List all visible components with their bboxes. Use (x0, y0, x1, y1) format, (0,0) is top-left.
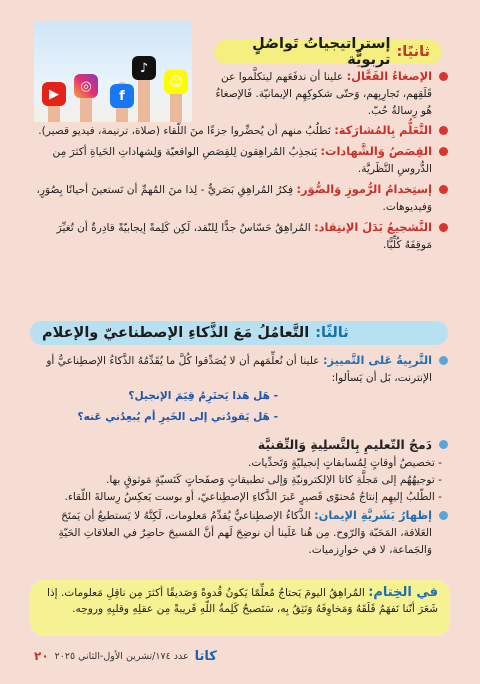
bullet-list-section-2-part1 (214, 68, 448, 120)
section-2-heading (214, 36, 442, 68)
section-3-body (32, 352, 448, 559)
snapchat-icon: ☺ (164, 70, 188, 94)
bullet-text: علينا أن ندفَعَهم ليتكلَّموا عن قَلَقِهم، تَجارِبِهم، وَحتّى شكوكِهِم الإيمانيّة. فَالإصغاءُ هُو رِسالةُ حُبّ. (215, 71, 432, 117)
conclusion-box (30, 580, 450, 636)
bullet-text: يَنجذِبُ المُراهِقون لِلقِصَصِ الواقعيّة وَلِشهاداتِ الحَياةِ أكثرَ مِن الدُّروسِ النَّظَريَّة. (52, 146, 432, 175)
section-3-number: ثالثًا: (315, 325, 349, 341)
list-item (32, 181, 448, 216)
bullet-keyword: القِصَصُ وَالشَّهادات: (320, 144, 432, 158)
section-3-title: التَّعامُلُ مَعَ الذَّكاءِ الإصطناعيّ والإعلام (42, 325, 310, 341)
section-2-number: ثانيًا: (396, 44, 430, 60)
youtube-icon: ▶ (42, 82, 66, 106)
tiktok-icon: ♪ (132, 56, 156, 80)
list-item (32, 122, 448, 140)
list-item (32, 143, 448, 178)
facebook-icon: f (110, 84, 134, 108)
social-media-photo (34, 22, 192, 122)
bullet-keyword: إظهارُ بَشَريَّةِ الإيمان: (314, 508, 432, 522)
list-item (214, 68, 448, 120)
bullet-keyword: التَّشجيعُ بَدَلَ الإنتِقاد: (314, 220, 432, 234)
issue-info: عدد ١٧٤/تشرين الأول-الثاني ٢٠٢٥ (54, 650, 189, 662)
conclusion-lead: في الخِتام: (368, 585, 438, 600)
bullet-dot (439, 356, 448, 365)
list-item (32, 507, 448, 559)
bullet-keyword: الإصغاءُ الفَعَّال: (346, 69, 432, 83)
page-number: ٢٠ (34, 649, 49, 663)
bullet-dot (439, 511, 448, 520)
page-footer (34, 648, 217, 664)
bullet-keyword: التَّعَلُّم بِالمُشارَكة: (334, 123, 432, 137)
bullet-text: الذَّكاءُ الإصطِناعيُّ يُقدِّمُ مَعلومات، لَكِنَّهُ لا يَستطيعُ أن يَمنَحَ العَلاقة، المَحَبّة وَالرّوح. مِن هُنا عَلَينا أن نوضِحَ لَهم أنَّ المَسيحَ حاضِرٌ في العلاقاتِ الحَيّةِ وَالجَماعة، لا في خوارِزميات. (58, 510, 432, 556)
bullet-dot (439, 72, 448, 81)
bullet-dot (439, 147, 448, 156)
subheading: دَمجُ التّعليمِ بِالتَّسلِيةِ وَالتِّقنيَّة (257, 437, 432, 452)
instagram-icon: ◎ (74, 74, 98, 98)
bullet-dot (439, 126, 448, 135)
dash-item: - تخصيصُ أوقاتٍ لِمُسابقاتٍ إنجيليّةٍ وَتَحدِّيات. (248, 457, 442, 469)
bullet-text: المُراهِقُ حَسّاسٌ جدًّا لِلنّقد، لَكِن كَلِمةً إيجابيّةً قادِرةٌ أن تُغيِّرَ مَوقِفَهُ كُلِّيًّا. (56, 222, 432, 251)
question-line: - هَل يَقودُني إلى الخَيرِ أم يُبعِدُني عَنه؟ (77, 411, 278, 423)
bullet-keyword: التَّربِيةُ عَلى التَّمييز: (322, 353, 432, 367)
list-item (32, 352, 448, 387)
bullet-text: فِكرُ المُراهِقِ بَصَريٌّ - لِذا منَ المُهمِّ أن نَستعينَ أحيانًا بِصُوَرٍ، وَفيديوهات. (36, 184, 432, 213)
section-2-title: إستراتيجياتُ تَواصُلٍ تربويَّة (252, 36, 391, 68)
bullet-keyword: إستِخدامُ الرُّموزِ وَالصُّوَر: (296, 182, 432, 196)
bullet-dot (439, 185, 448, 194)
section-3-heading (30, 321, 448, 345)
list-item (32, 219, 448, 254)
dash-item: - توجيهُهُم إلى مَجلَّةِ كاتا الإلكترونيّةِ وَإلى تطبيقاتٍ وَصفَحاتٍ كَنَسيّةٍ مَوثوقٍ بها. (105, 474, 442, 486)
question-list (32, 388, 448, 426)
question-line: - هَل هَذا يَحتَرِمُ قِيَمَ الإنجيل؟ (128, 390, 278, 402)
bullet-dot (439, 440, 448, 449)
bullet-text: نَطلُبُ منهم أن يُحضِّروا جزءًا منَ اللّقاء (صلاة، ترنيمة، فيديو قصير). (38, 125, 331, 137)
bullet-text: علينا أن نُعلِّمَهم أن لا يُصَدِّقوا كُلَّ ما يُقَدِّمُهُ الذَّكاءُ الإصطِناعيُّ أو الإنترنت، بَل أن يَسألوا: (46, 355, 432, 384)
bullet-list-section-2-part2 (32, 122, 448, 254)
conclusion-text: المُراهِقُ اليومَ يَحتاجُ مُعلِّمًا يَكونُ قُدوةً وَصَديقًا أكثرَ مِن ناقِلِ مَعلومات. إذا شَعَرَ أنّنا نَفهَمُ قَلَقَهُ وَمَخاوِفَهُ وَنَثِقُ بِه، سَتَصبحُ كَلِمةُ اللّهِ قَريبةً مِن عقلِهِ وقلبِهِ وروحِه. (46, 587, 438, 615)
dash-item: - الطّلبُ إليهِم إنتاجُ مُحتوًى قَصيرٍ عَبرَ الذَّكاءِ الإصطِناعيّ، أو بوست يَعكِسُ رِسالةَ اللّقاء. (64, 491, 442, 503)
magazine-logo: كاتا (194, 648, 217, 664)
bullet-dot (439, 223, 448, 232)
list-item (32, 436, 448, 455)
